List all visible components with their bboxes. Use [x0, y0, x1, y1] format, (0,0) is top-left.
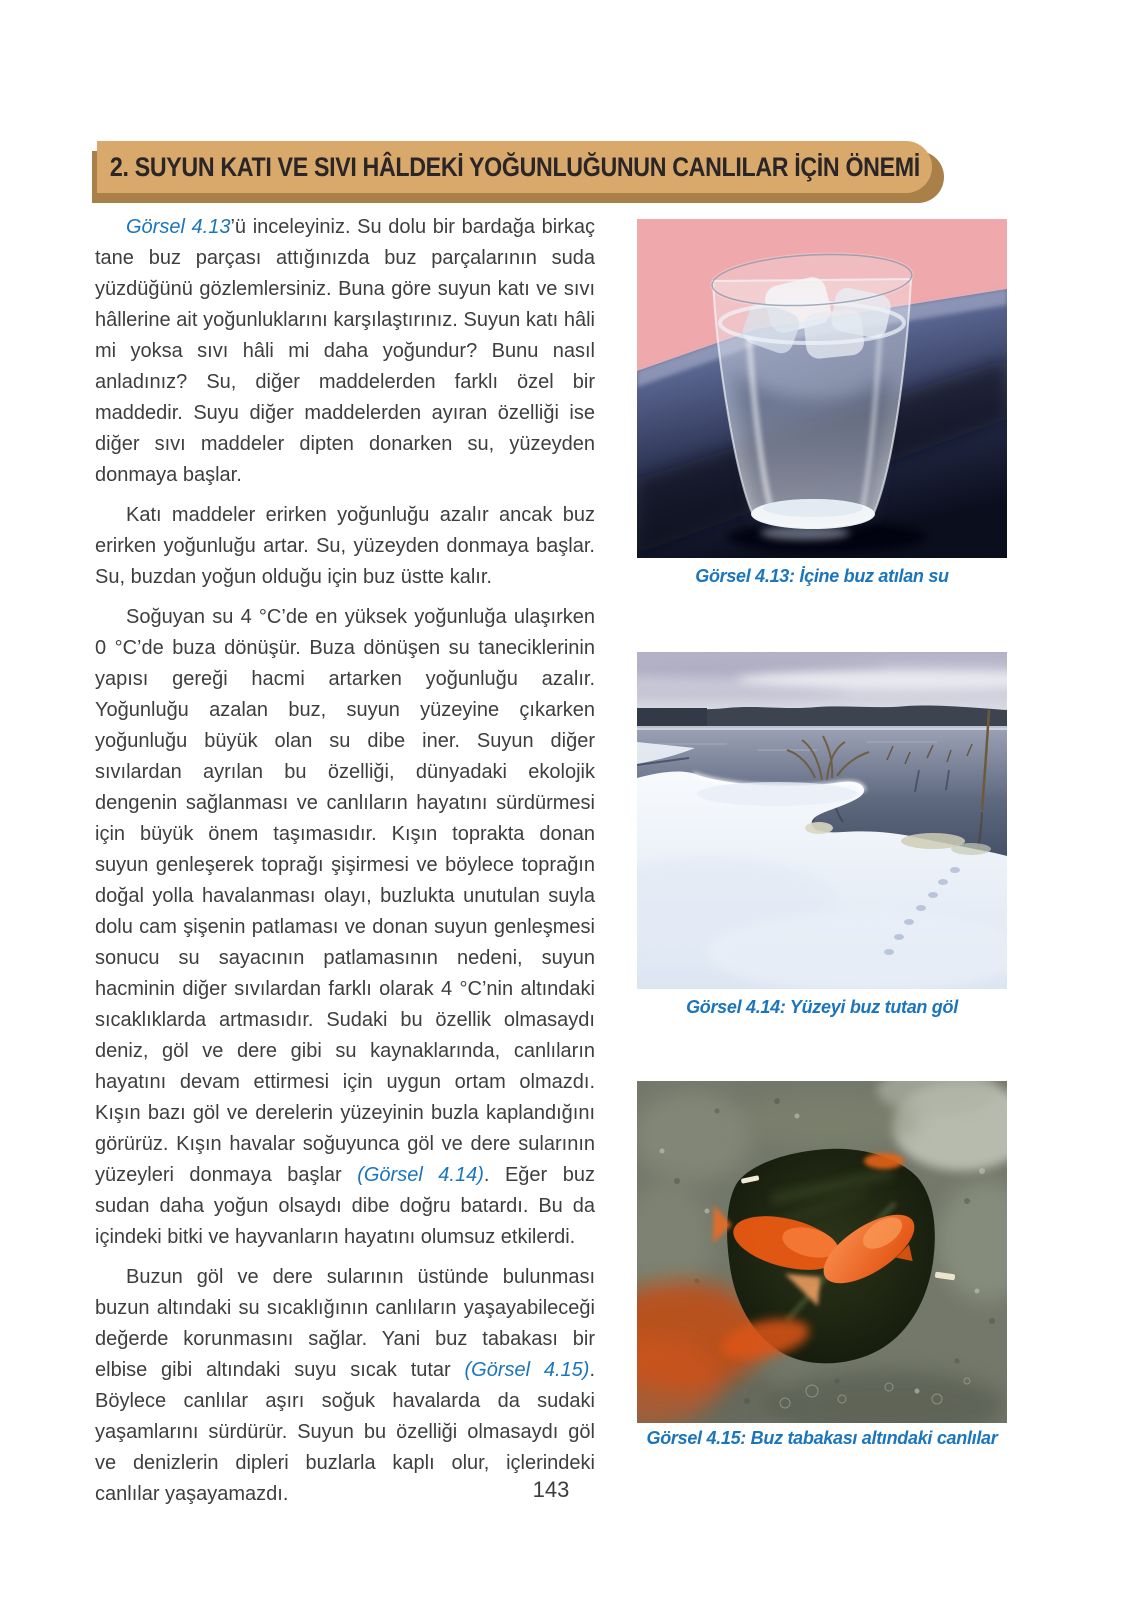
figure-reference: (Görsel 4.14): [357, 1164, 484, 1186]
section-banner-face: [97, 141, 932, 193]
section-banner: [97, 141, 932, 193]
figure-caption: Görsel 4.15: Buz tabakası altındaki canlılar: [646, 1428, 998, 1448]
text-segment: Soğuyan su 4 °C’de en yüksek yoğunluğa ulaşırken 0 °C’de buza dönüşür. Buza dönüşen su taneciklerinin yapısı gereği hacmi artarken yoğunluğu azalır. Yoğunluğu azalan buz, suyun yüzeyine çıkarken yoğunluğu büyük olan su dibe iner. Suyun diğer sıvılardan ayrılan bu özelliği, dünyadaki ekolojik dengenin sağlanması ve canlıların hayatını sürdürmesi için büyük önem taşımasıdır. Kışın toprakta donan suyun genleşerek toprağı şişirmesi ve böylece toprağın doğal yolla havalanması olayı, buzlukta unutulan suyla dolu cam şişenin patlaması ve donan suyun genleşmesi sonucu su sayacının patlamasının nedeni, suyun hacminin diğer sıvılardan farklı olarak 4 °C’nin altındaki sıcaklıklarda artmasıdır. Sudaki bu özellik olmasaydı deniz, göl ve dere gibi su kaynaklarında, canlıların hayatını devam ettirmesi için uygun ortam olmazdı. Kışın bazı göl ve derelerin yüzeyinin buzla kaplandığını görürüz. Kışın havalar soğuyunca göl ve dere sularının yüzeyleri donmaya başlar: [95, 606, 595, 1186]
page-number: 143: [532, 1477, 570, 1502]
paragraph: [95, 1262, 595, 1510]
figure-gorsel-4-13: [637, 219, 1007, 558]
photo-fish-under-ice: [637, 1081, 1007, 1423]
photo-glass-of-water-with-ice: [637, 219, 1007, 558]
figure-reference: Görsel 4.13: [126, 216, 231, 238]
text-segment: Buzun göl ve dere sularının üstünde bulunması buzun altındaki su sıcaklığının canlıların yaşayabileceği değerde korunmasını sağlar. Yani buz tabakası bir elbise gibi altındaki suyu sıcak tutar: [95, 1266, 595, 1381]
figure-gorsel-4-14: [637, 652, 1007, 989]
text-segment: Katı maddeler erirken yoğunluğu azalır ancak buz erirken yoğunluğu artar. Su, yüzeyden donmaya başlar. Su, buzdan yoğun olduğu için buz üstte kalır.: [95, 504, 595, 588]
paragraph: [95, 212, 595, 491]
figure-caption: Görsel 4.14: Yüzeyi buz tutan göl: [686, 997, 958, 1017]
paragraph: [95, 500, 595, 593]
body-text-column: [95, 212, 595, 1519]
text-segment: . Eğer buz sudan daha yoğun olsaydı dibe doğru batardı. Bu da içindeki bitki ve hayvanların hayatını olumsuz etkilerdi.: [95, 1164, 595, 1248]
figure-reference: (Görsel 4.15): [464, 1359, 590, 1381]
figure-caption: Görsel 4.13: İçine buz atılan su: [695, 566, 949, 586]
photo-frozen-lake: [637, 652, 1007, 989]
section-title: 2. SUYUN KATI VE SIVI HÂLDEKİ YOĞUNLUĞUNUN CANLILAR İÇİN ÖNEMİ: [109, 151, 920, 182]
text-segment: . Böylece canlılar aşırı soğuk havalarda da sudaki yaşamlarını sürdürür. Suyun bu özelliği olmasaydı göl ve denizlerin dipleri buzlarla kaplı olur, içlerindeki canlılar yaşayamazdı.: [95, 1359, 595, 1505]
text-segment: ’ü inceleyiniz. Su dolu bir bardağa birkaç tane buz parçası attığınızda buz parçalarının suda yüzdüğünü gözlemlersiniz. Buna göre suyun katı ve sıvı hâllerine ait yoğunluklarını karşılaştırınız. Suyun katı hâli mi yoksa sıvı hâli mi daha yoğundur? Bunu nasıl anladınız? Su, diğer maddelerden farklı özel bir maddedir. Suyu diğer maddelerden ayıran özelliği ise diğer sıvı maddeler dipten donarken su, yüzeyden donmaya başlar.: [95, 216, 595, 486]
paragraph: [95, 602, 595, 1253]
figure-gorsel-4-15: [637, 1081, 1007, 1423]
